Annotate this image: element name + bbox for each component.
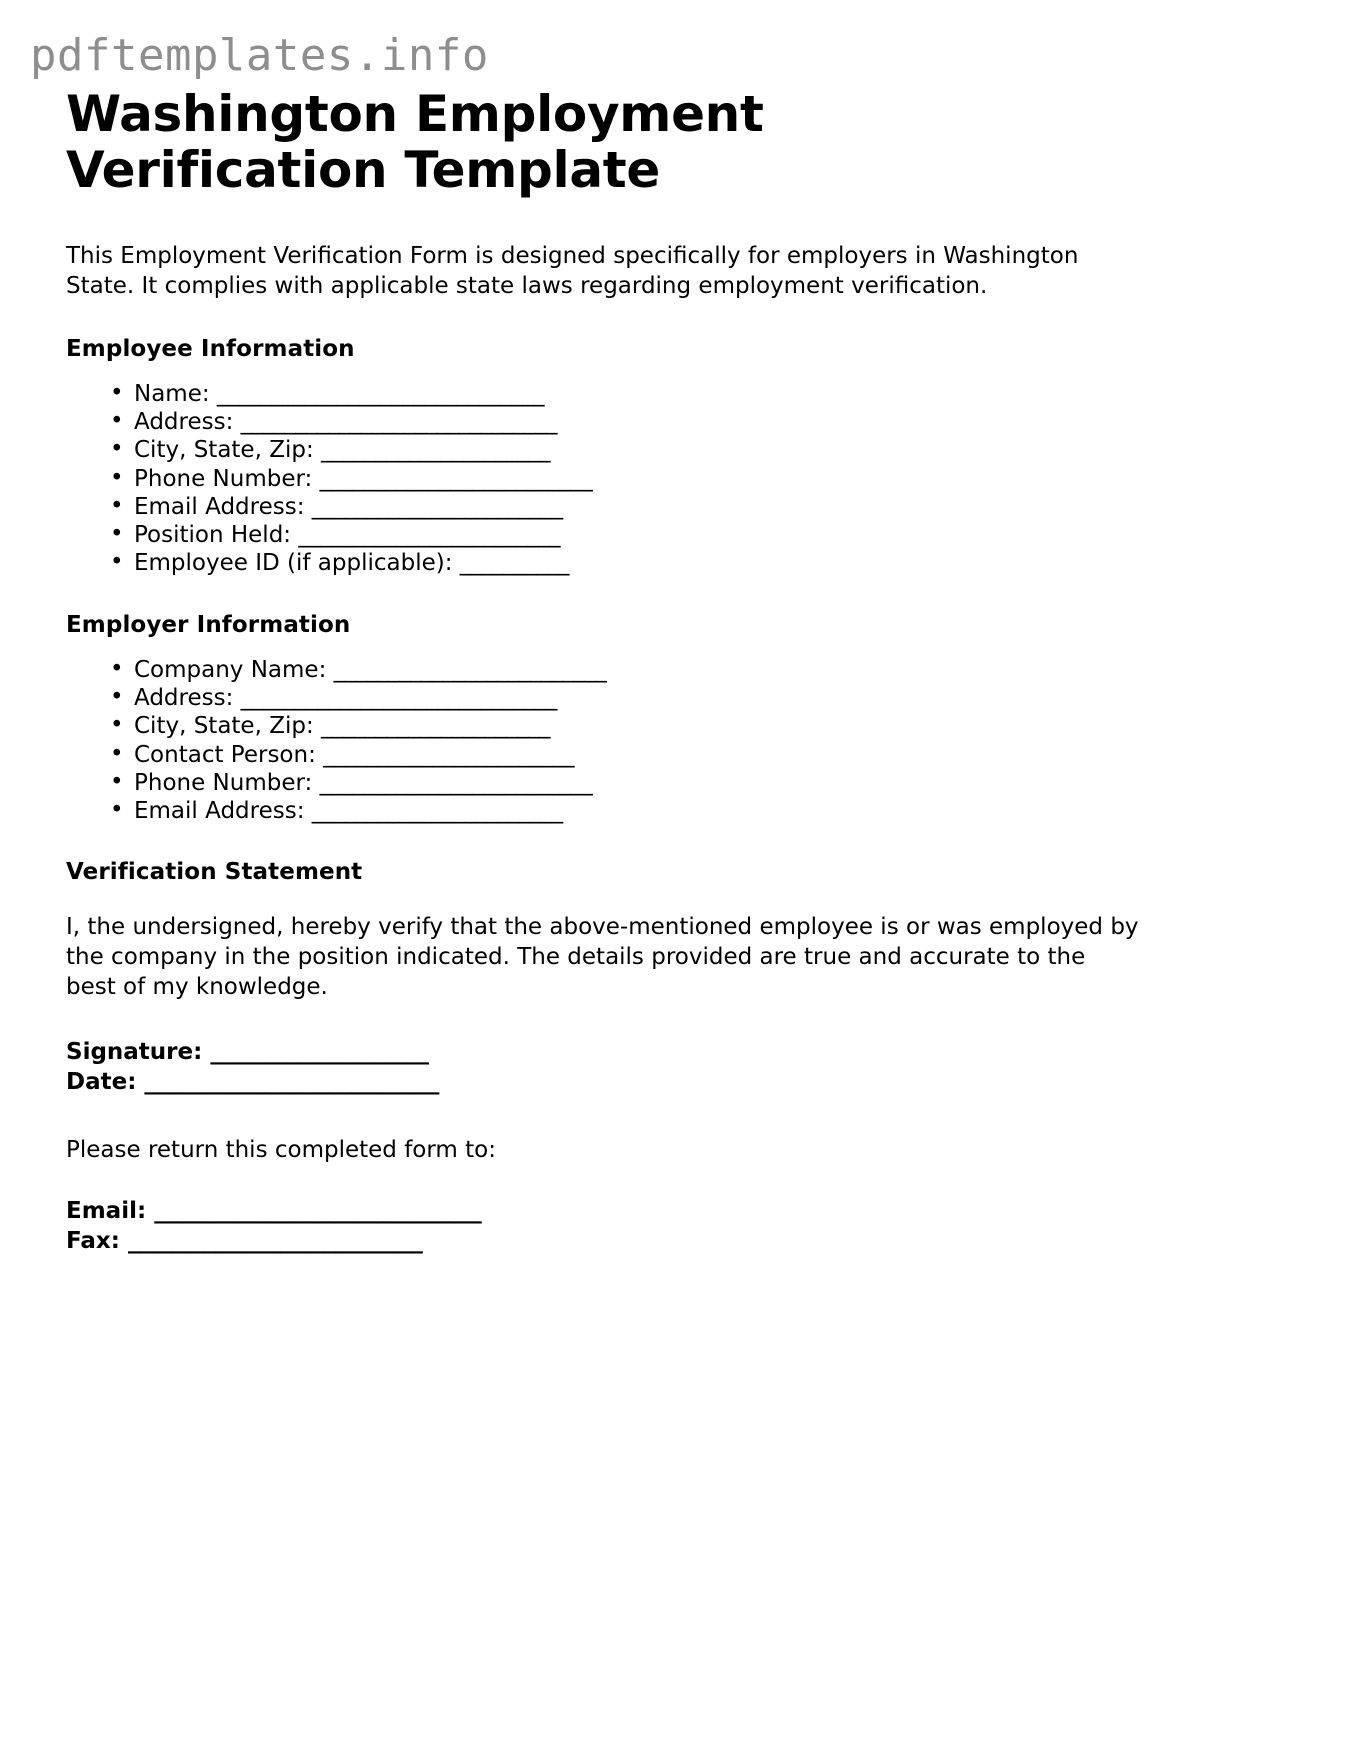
employee-information-heading: Employee Information bbox=[66, 335, 355, 362]
list-item bbox=[106, 408, 1146, 436]
list-item bbox=[106, 656, 1146, 684]
signature-blank[interactable]: ____________________ bbox=[210, 1039, 429, 1066]
employer-information-heading: Employer Information bbox=[66, 611, 351, 638]
fax-blank[interactable]: ___________________________ bbox=[127, 1228, 423, 1255]
email-blank[interactable]: ______________________________ bbox=[154, 1197, 482, 1224]
fax-row bbox=[66, 1226, 1146, 1256]
employer-information-list bbox=[66, 656, 1146, 826]
fax-label: Fax: bbox=[66, 1228, 120, 1255]
document-content bbox=[66, 86, 1146, 1256]
list-item bbox=[106, 741, 1146, 769]
field-blank[interactable]: _____________________ bbox=[321, 713, 550, 740]
field-label: City, State, Zip: bbox=[134, 437, 314, 464]
return-instruction: Please return this completed form to: bbox=[66, 1136, 496, 1163]
list-item bbox=[106, 436, 1146, 464]
field-label: Position Held: bbox=[134, 522, 292, 549]
field-label: Company Name: bbox=[134, 656, 327, 683]
field-blank[interactable]: _____________________ bbox=[321, 437, 550, 464]
field-label: City, State, Zip: bbox=[134, 713, 314, 740]
field-blank[interactable]: ______________________________ bbox=[216, 380, 544, 407]
bullet-icon: • bbox=[110, 768, 124, 795]
list-item bbox=[106, 712, 1146, 740]
intro-paragraph: This Employment Verification Form is designed specifically for employers in Washington State. It complies with applicable state laws regarding employment verification. bbox=[66, 243, 1079, 299]
field-blank[interactable]: __________ bbox=[459, 550, 569, 577]
list-item bbox=[106, 769, 1146, 797]
field-label: Address: bbox=[134, 409, 234, 436]
field-label: Phone Number: bbox=[134, 769, 313, 796]
bullet-icon: • bbox=[110, 436, 124, 463]
email-label: Email: bbox=[66, 1197, 147, 1224]
email-row bbox=[66, 1196, 1146, 1226]
bullet-icon: • bbox=[110, 655, 124, 682]
bullet-icon: • bbox=[110, 464, 124, 491]
bullet-icon: • bbox=[110, 549, 124, 576]
field-blank[interactable]: ________________________ bbox=[298, 522, 560, 549]
field-blank[interactable]: _____________________________ bbox=[240, 409, 557, 436]
field-blank[interactable]: _________________________ bbox=[319, 769, 593, 796]
field-label: Email Address: bbox=[134, 493, 305, 520]
field-blank[interactable]: _________________________ bbox=[333, 656, 607, 683]
field-blank[interactable]: _____________________________ bbox=[240, 685, 557, 712]
date-label: Date: bbox=[66, 1069, 137, 1096]
list-item bbox=[106, 493, 1146, 521]
signature-block bbox=[66, 1037, 1146, 1098]
bullet-icon: • bbox=[110, 408, 124, 435]
signature-label: Signature: bbox=[66, 1039, 203, 1066]
verification-statement-text: I, the undersigned, hereby verify that the above-mentioned employee is or was employed by the company in the position indicated. The details provided are true and accurate to the best of my knowledge. bbox=[66, 914, 1139, 1001]
bullet-icon: • bbox=[110, 712, 124, 739]
bullet-icon: • bbox=[110, 492, 124, 519]
signature-row bbox=[66, 1037, 1146, 1067]
field-label: Address: bbox=[134, 685, 234, 712]
bullet-icon: • bbox=[110, 521, 124, 548]
list-item bbox=[106, 521, 1146, 549]
verification-statement-heading: Verification Statement bbox=[66, 859, 363, 886]
field-label: Email Address: bbox=[134, 798, 305, 825]
list-item bbox=[106, 684, 1146, 712]
list-item bbox=[106, 465, 1146, 493]
field-label: Contact Person: bbox=[134, 741, 316, 768]
bullet-icon: • bbox=[110, 740, 124, 767]
field-label: Phone Number: bbox=[134, 465, 313, 492]
field-label: Employee ID (if applicable): bbox=[134, 550, 453, 577]
field-label: Name: bbox=[134, 380, 210, 407]
bullet-icon: • bbox=[110, 684, 124, 711]
list-item bbox=[106, 549, 1146, 577]
field-blank[interactable]: _______________________ bbox=[311, 493, 563, 520]
employee-information-list bbox=[66, 380, 1146, 578]
list-item bbox=[106, 797, 1146, 825]
field-blank[interactable]: _______________________ bbox=[323, 741, 574, 768]
date-blank[interactable]: ___________________________ bbox=[144, 1069, 439, 1096]
return-contact-block bbox=[66, 1196, 1146, 1257]
site-watermark: pdftemplates.info bbox=[30, 30, 489, 81]
bullet-icon: • bbox=[110, 797, 124, 824]
page-title: Washington Employment Verification Template bbox=[66, 85, 764, 199]
date-row bbox=[66, 1067, 1146, 1097]
field-blank[interactable]: _________________________ bbox=[319, 465, 593, 492]
list-item bbox=[106, 380, 1146, 408]
bullet-icon: • bbox=[110, 379, 124, 406]
field-blank[interactable]: _______________________ bbox=[311, 798, 563, 825]
